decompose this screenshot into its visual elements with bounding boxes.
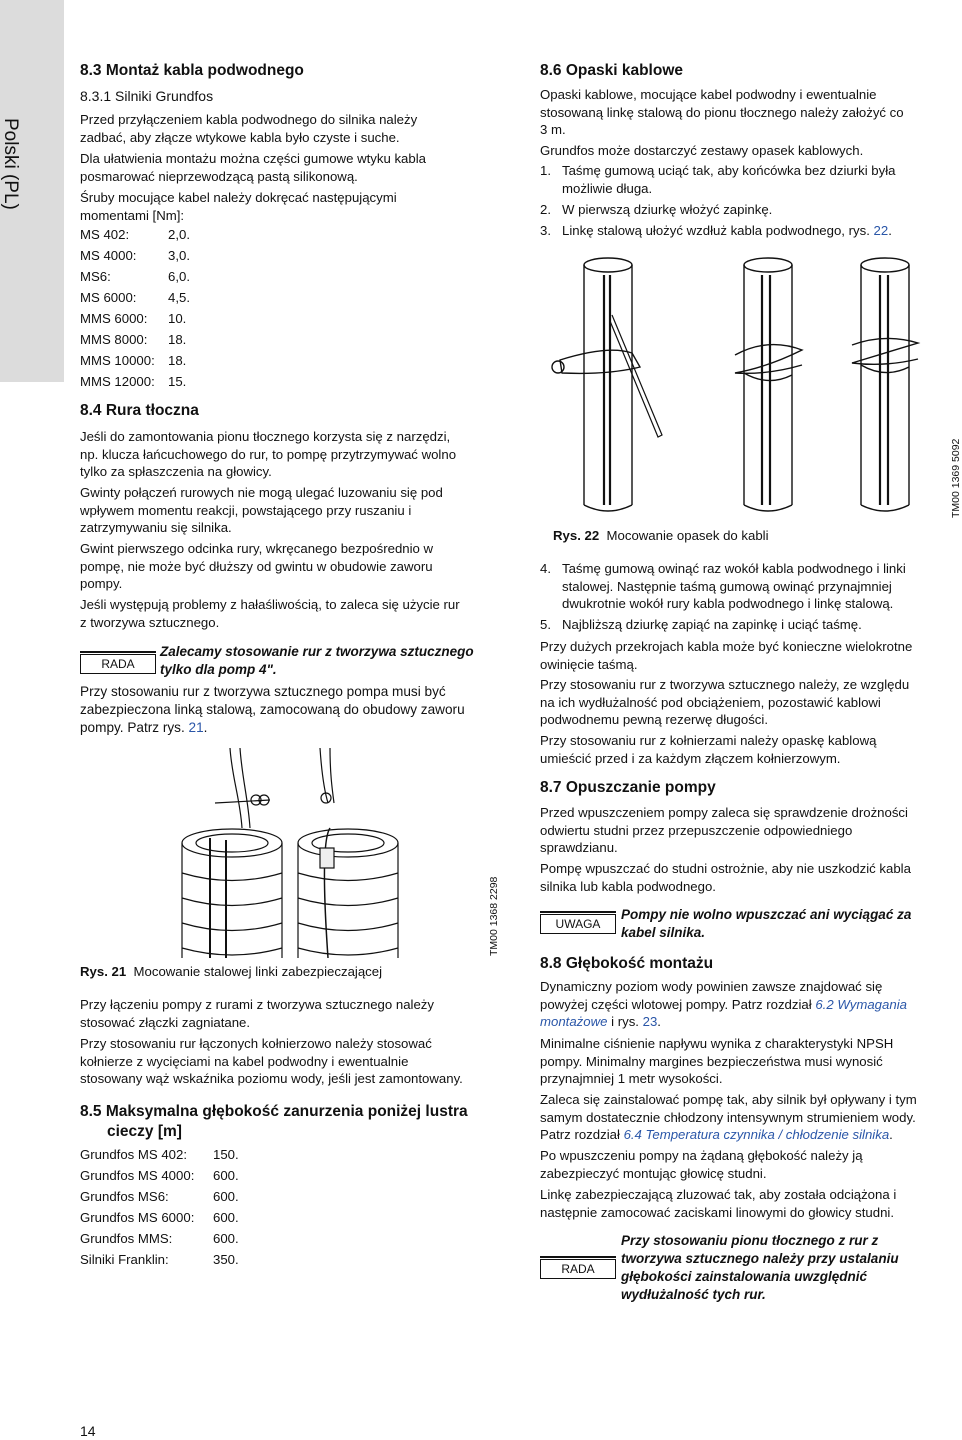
depth-row: Grundfos MS 6000: 600. (80, 1210, 239, 1225)
depth-row: Grundfos MMS: 600. (80, 1231, 239, 1246)
chapter-6-2-link[interactable]: 6.2 Wymagania (815, 996, 907, 1012)
depth-row: Grundfos MS 4000: 600. (80, 1168, 239, 1183)
step-5: 5. Najbliższą dziurkę zapiąć na zapinkę i uciąć taśmę. (540, 617, 862, 632)
s84-para-5: Przy stosowaniu rur z tworzywa sztucznego pompa musi być zabezpieczona linką stalową, zamocowaną do obudowy zaworu pompy. Patrz rys. 21. (80, 684, 465, 735)
s88-para-5: Linkę zabezpieczającą zluzować tak, aby została odciążona i następnie zamocować zaciskami linowymi do głowicy studni. (540, 1187, 897, 1220)
depth-row: Silniki Franklin: 350. (80, 1252, 239, 1267)
figure-21-pump-illustration (170, 748, 420, 958)
section-8-7-title: 8.7 Opuszczanie pompy (540, 779, 716, 796)
section-8-4-title: 8.4 Rura tłoczna (80, 402, 199, 419)
step-3: 3. Linkę stalową ułożyć wzdłuż kabla podwodnego, rys. 22. (540, 223, 892, 238)
s84-para-3: Gwint pierwszego odcinka rury, wkręcanego bezpośrednio w pompę, nie może być dłuższy od gwintu w obudowie zaworu pompy. (80, 541, 434, 591)
s87-para-2: Pompę wpuszczać do studni ostrożnie, aby nie uszkodzić kabla silnika lub kabla podwodnego. (540, 861, 911, 894)
section-8-8-title: 8.8 Głębokość montażu (540, 955, 714, 972)
torque-row: MMS 8000: 18. (80, 332, 187, 347)
section-8-3-1-title: 8.3.1 Silniki Grundfos (80, 88, 214, 104)
tip-badge-2: RADA (540, 1259, 616, 1279)
figure-22-link[interactable]: 22 (873, 223, 889, 238)
torque-row: MMS 12000: 15. (80, 374, 187, 389)
s88-para-4: Po wpuszczeniu pompy na żądaną głębokość należy ją zabezpieczyć montując głowicę studni. (540, 1148, 863, 1181)
figure-21-link[interactable]: 21 (188, 720, 204, 735)
step-1: 1. Taśmę gumową uciąć tak, aby końcówka bez dziurki była możliwie długa. (540, 163, 896, 196)
s88-para-3: Zaleca się zainstalować pompę tak, aby silnik był opływany i tym samym dostatecznie chłodzony intensywnym strumieniem wody. Patrz rozdział 6.4 Temperatura czynnika / chłodzenie silnika. (540, 1092, 917, 1142)
step-2: 2. W pierwszą dziurkę włożyć zapinkę. (540, 202, 773, 217)
s83-para-2: Dla ułatwienia montażu można części gumowe wtyku kabla posmarować nieprzewodzącą pastą silikonową. (80, 151, 426, 184)
torque-list (80, 226, 190, 394)
torque-row: MMS 6000: 10. (80, 311, 187, 326)
tip-text-2: Przy stosowaniu pionu tłocznego z rur z tworzywa sztucznego należy przy ustalaniu głębokości zainstalowania uwzględnić wydłużalność tych rur. (621, 1233, 899, 1302)
s86-para-1: Opaski kablowe, mocujące kabel podwodny i ewentualnie stosowaną linkę stalową do pionu tłocznego należy założyć co 3 m. (540, 87, 904, 137)
figure-22-cable-clips-illustration (540, 255, 940, 520)
s86-para-4: Przy stosowaniu rur z tworzywa sztucznego należy, ze względu na ich wydłużalność pod obciążeniem, pozostawić kablowi podwodnemu pewną rezerwę długości. (540, 677, 910, 727)
chapter-6-4-link[interactable]: 6.4 Temperatura czynnika / chłodzenie silnika (623, 1127, 890, 1142)
s83-para-3: Śruby mocujące kabel należy dokręcać następującymi momentami [Nm]: (80, 190, 397, 223)
tip-text: Zalecamy stosowanie rur z tworzywa sztucznego tylko dla pomp 4". (160, 644, 474, 677)
depth-row: Grundfos MS6: 600. (80, 1189, 239, 1204)
figure-23-link[interactable]: 23 (642, 1014, 658, 1029)
chapter-6-2-link-cont[interactable]: montażowe (540, 1014, 608, 1029)
side-tab-label: Polski (PL) (0, 118, 21, 210)
depth-row: Grundfos MS 402: 150. (80, 1147, 239, 1162)
figure-21-caption: Rys. 21 Mocowanie stalowej linki zabezpieczającej (80, 964, 383, 979)
s84-para-1: Jeśli do zamontowania pionu tłocznego korzysta się z narzędzi, np. klucza łańcuchowego do rur, to pompę przytrzymywać wolno tylko za spłaszczenia na głowicy. (80, 429, 457, 479)
s84-para-2: Gwinty połączeń rurowych nie mogą ulegać luzowaniu się pod wpływem momentu reakcji, powstającego przy ruszaniu i zatrzymywaniu się silnika. (80, 485, 443, 535)
s84-para-6: Przy łączeniu pompy z rurami z tworzywa sztucznego należy stosować złączki zagniatane. (80, 997, 434, 1030)
torque-row: MS6: 6,0. (80, 269, 190, 284)
page-number: 14 (80, 1423, 96, 1439)
figure-21-code: TM00 1368 2298 (488, 876, 500, 956)
torque-row: MS 4000: 3,0. (80, 248, 190, 263)
s86-para-5: Przy stosowaniu rur z kołnierzami należy opaskę kablową umieścić przed i za każdym złączem kołnierzowym. (540, 733, 877, 766)
caution-text: Pompy nie wolno wpuszczać ani wyciągać za kabel silnika. (621, 907, 912, 940)
tip-badge: RADA (80, 654, 156, 674)
s86-para-3: Przy dużych przekrojach kabla może być konieczne wielokrotne owinięcie taśmą. (540, 639, 913, 672)
s88-para-2: Minimalne ciśnienie napływu wynika z charakterystyki NPSH pompy. Minimalny margines bezpieczeństwa musi wynosić przynajmniej 1 metr wysokości. (540, 1036, 894, 1086)
section-8-3-title: 8.3 Montaż kabla podwodnego (80, 62, 304, 79)
section-8-5-title: 8.5 Maksymalna głębokość zanurzenia poniżej lustra cieczy [m] (80, 1103, 468, 1140)
s87-para-1: Przed wpuszczeniem pompy zaleca się sprawdzenie drożności odwiertu studni przez przepuszczenie odpowiedniego sprawdzianu. (540, 805, 908, 855)
section-8-6-title: 8.6 Opaski kablowe (540, 62, 684, 79)
torque-row: MS 6000: 4,5. (80, 290, 190, 305)
figure-22-code: TM00 1369 5092 (950, 438, 962, 518)
torque-row: MMS 10000: 18. (80, 353, 187, 368)
torque-row: MS 402: 2,0. (80, 227, 190, 242)
s86-para-2: Grundfos może dostarczyć zestawy opasek kablowych. (540, 143, 864, 158)
depth-list (80, 1146, 239, 1272)
s88-para-1: Dynamiczny poziom wody powinien zawsze znajdować się powyżej części wlotowej pompy. Patrz rozdział 6.2 Wymagania montażowe i rys. 23. (540, 979, 907, 1029)
step-4: 4. Taśmę gumową owinąć raz wokół kabla podwodnego i linki stalowej. Następnie taśmą gumową owinąć przynajmniej dwukrotnie wokół rury kabla podwodnego i linkę stalową. (540, 561, 906, 611)
figure-22-caption: Rys. 22 Mocowanie opasek do kabli (553, 528, 769, 543)
s84-para-4: Jeśli występują problemy z hałaśliwością, to zaleca się użycie rur z tworzywa sztucznego. (80, 597, 460, 630)
caution-badge: UWAGA (540, 914, 616, 934)
s83-para-1: Przed przyłączeniem kabla podwodnego do silnika należy zadbać, aby złącze wtykowe kabla było czyste i suche. (80, 112, 418, 145)
s84-para-7: Przy stosowaniu rur łączonych kołnierzowo należy stosować kołnierze z wycięciami na kabel podwodny i ewentualnie stosowany wąż wskaźnika poziomu wody, jeśli jest zamontowany. (80, 1036, 463, 1086)
